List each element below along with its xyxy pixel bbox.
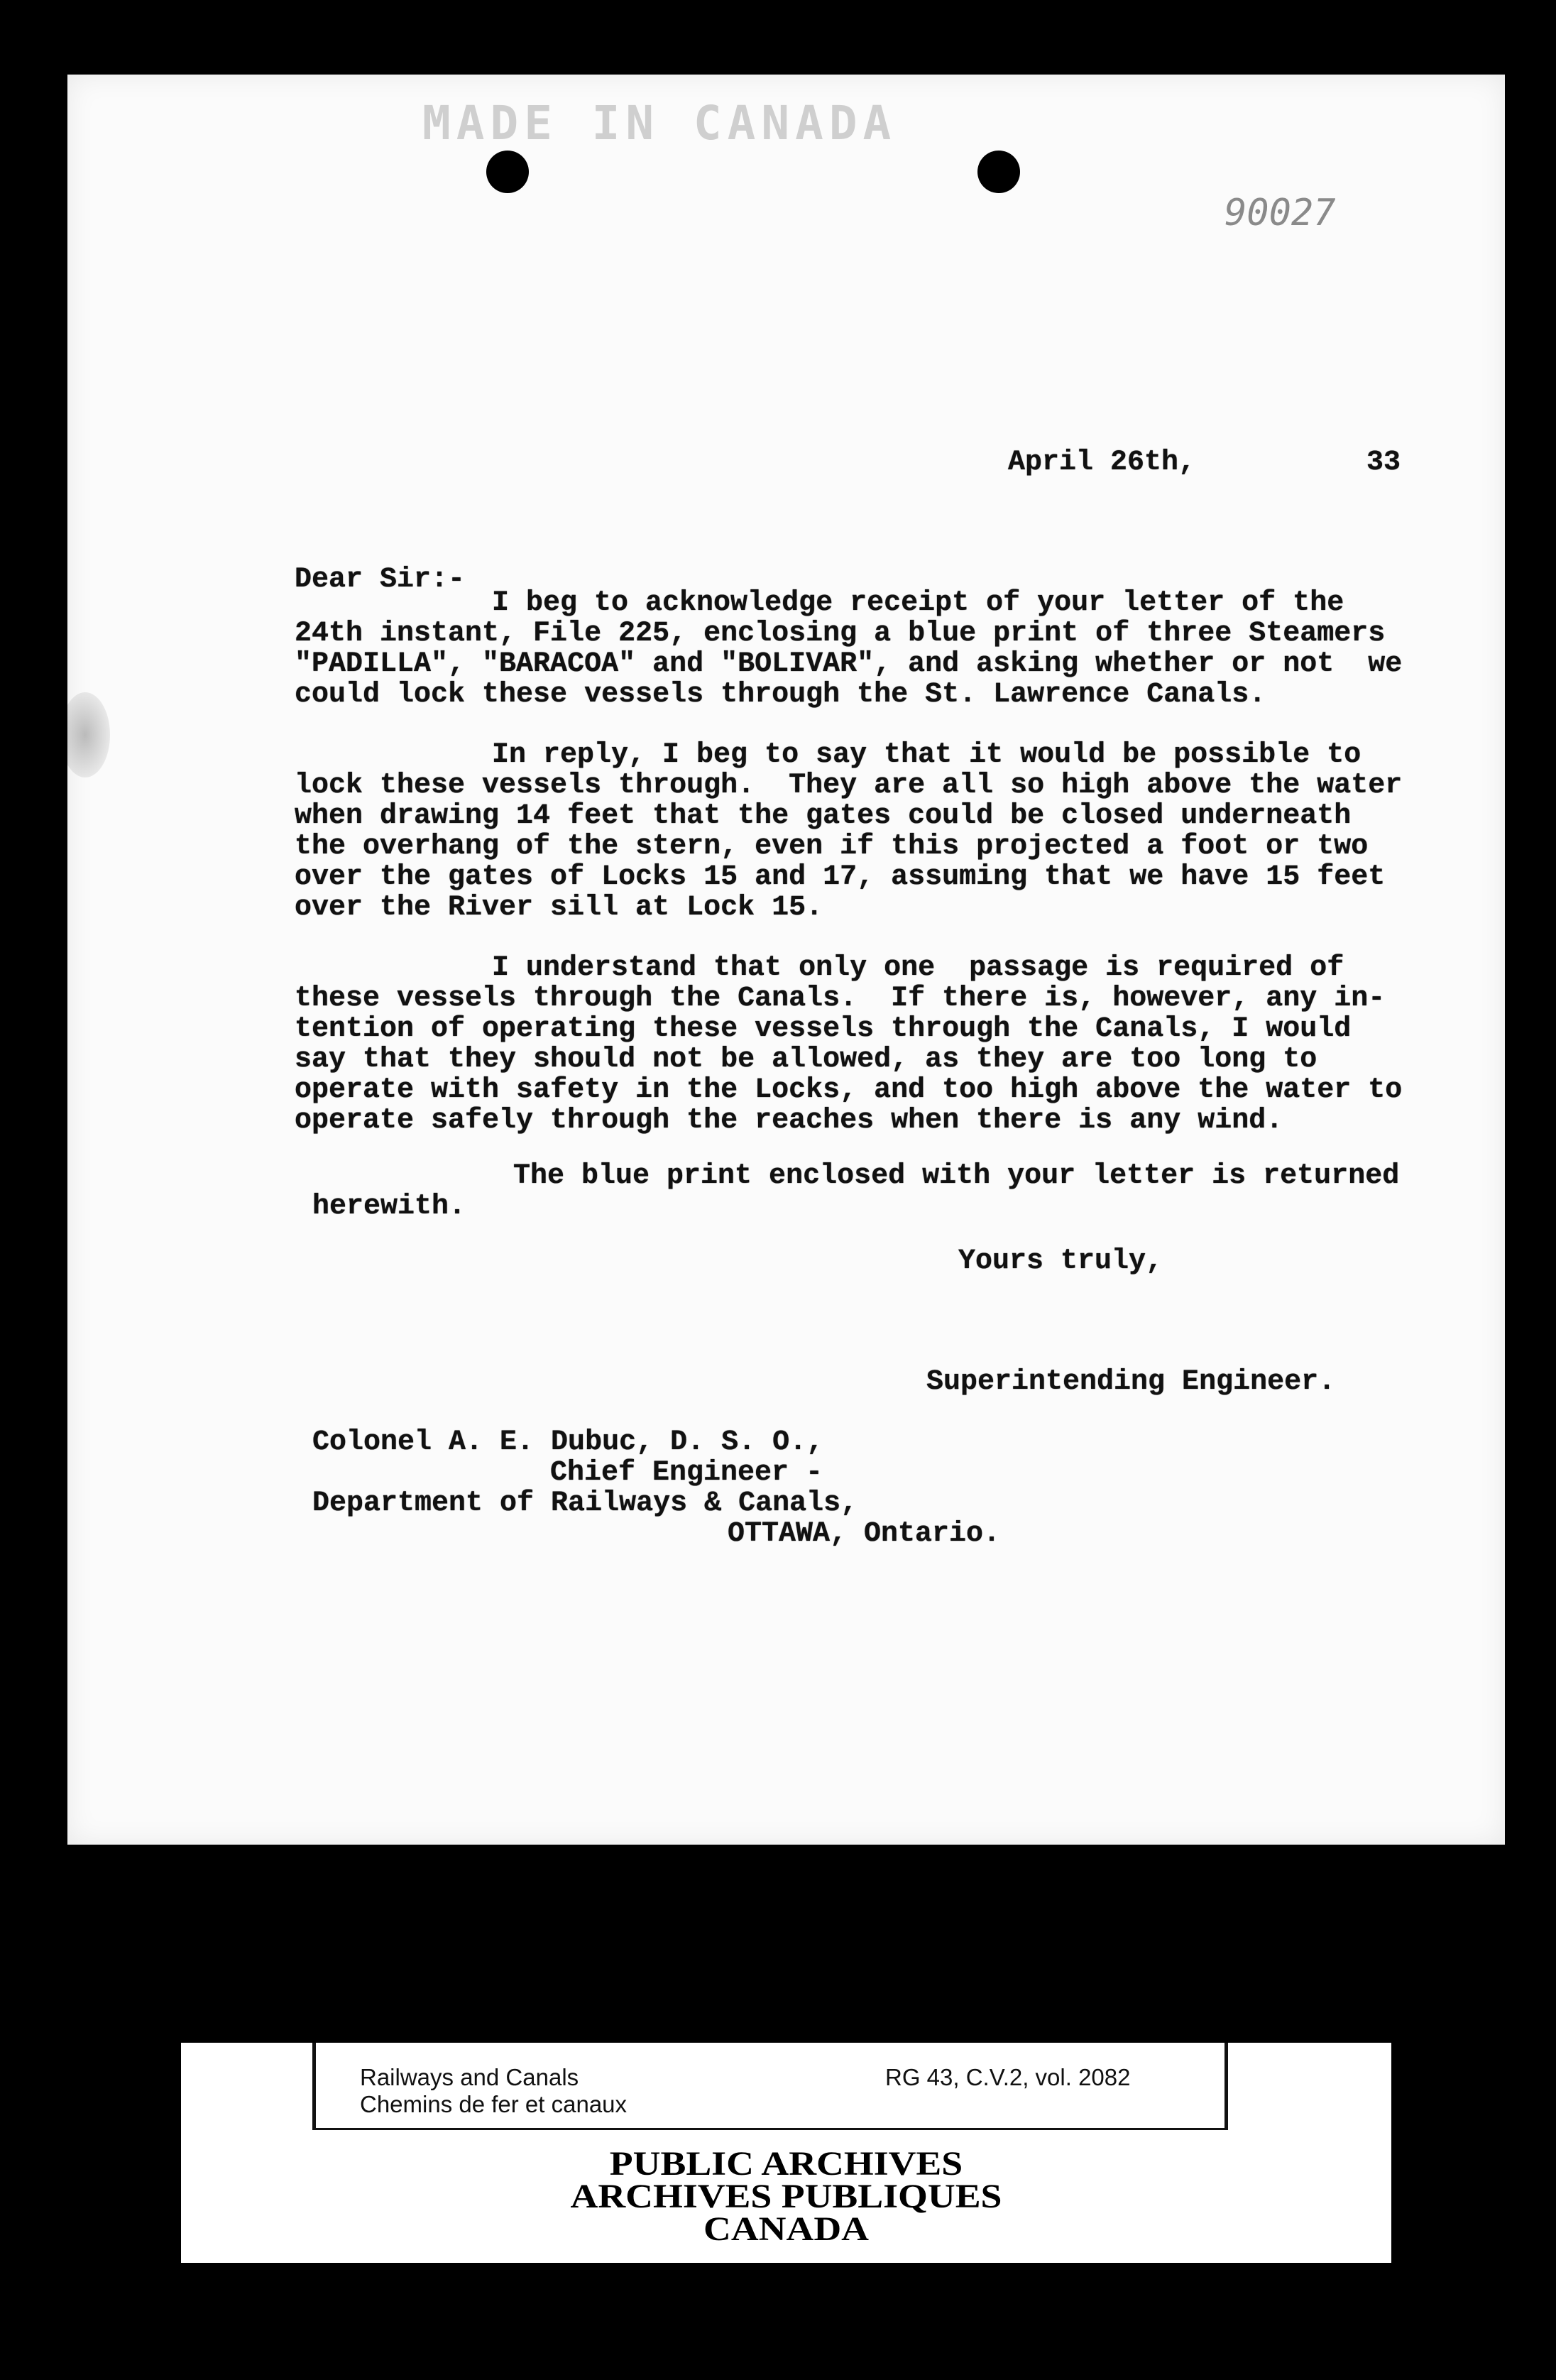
paragraph-line: lock these vessels through. They are all so high above the water [295, 770, 1403, 802]
paragraph-line: In reply, I beg to say that it would be possible to [492, 739, 1362, 771]
paragraph-line: I beg to acknowledge receipt of your letter of the [492, 587, 1344, 619]
paragraph-line: operate safely through the reaches when there is any wind. [295, 1105, 1283, 1137]
paragraph-line: over the gates of Locks 15 and 17, assuming that we have 15 feet [295, 861, 1386, 893]
stamp-number: 90027 [1224, 192, 1336, 234]
salutation: Dear Sir:- [295, 564, 466, 596]
addressee-line: Colonel A. E. Dubuc, D. S. O., [312, 1426, 824, 1458]
paragraph-line: tention of operating these vessels through the Canals, I would [295, 1013, 1352, 1045]
label-reference-band [312, 2043, 1228, 2130]
page-number: 33 [1366, 447, 1401, 479]
archives-title-country: CANADA [703, 2210, 869, 2248]
paragraph-line: say that they should not be allowed, as they are too long to [295, 1044, 1317, 1076]
paragraph-line: could lock these vessels through the St. Lawrence Canals. [295, 679, 1266, 711]
letter-page [67, 75, 1505, 1845]
archives-title-fr: ARCHIVES PUBLIQUES [570, 2178, 1002, 2215]
addressee-line: Chief Engineer - [550, 1457, 823, 1489]
smudge-mark [60, 692, 110, 777]
paragraph-line: when drawing 14 feet that the gates could be closed underneath [295, 800, 1352, 832]
paragraph-line: the overhang of the stern, even if this projected a foot or two [295, 831, 1369, 863]
faded-letterhead: MADE IN CANADA [422, 96, 897, 151]
punch-hole-left [486, 151, 529, 193]
paragraph-line: operate with safety in the Locks, and too high above the water to [295, 1074, 1403, 1106]
paragraph-line: these vessels through the Canals. If there is, however, any in- [295, 983, 1386, 1015]
paragraph-line: The blue print enclosed with your letter is returned [513, 1160, 1400, 1192]
addressee-line: Department of Railways & Canals, [312, 1488, 858, 1519]
paragraph-line: I understand that only one passage is required of [492, 952, 1344, 984]
letter-date: April 26th, [1008, 447, 1196, 479]
addressee-line: OTTAWA, Ontario. [728, 1518, 1001, 1550]
archives-title-en: PUBLIC ARCHIVES [609, 2145, 963, 2183]
archive-reference: RG 43, C.V.2, vol. 2082 [885, 2064, 1131, 2090]
closing: Yours truly, [958, 1245, 1163, 1277]
archive-label [181, 2043, 1391, 2263]
paragraph-line: herewith. [312, 1191, 466, 1223]
punch-hole-right [977, 151, 1020, 193]
paragraph-line: 24th instant, File 225, enclosing a blue print of three Steamers [295, 618, 1386, 650]
signature-title: Superintending Engineer. [926, 1366, 1336, 1398]
collection-name-en: Railways and Canals [360, 2064, 579, 2090]
paragraph-line: over the River sill at Lock 15. [295, 892, 823, 924]
collection-name-fr: Chemins de fer et canaux [360, 2091, 628, 2117]
paragraph-line: "PADILLA", "BARACOA" and "BOLIVAR", and asking whether or not we [295, 648, 1403, 680]
